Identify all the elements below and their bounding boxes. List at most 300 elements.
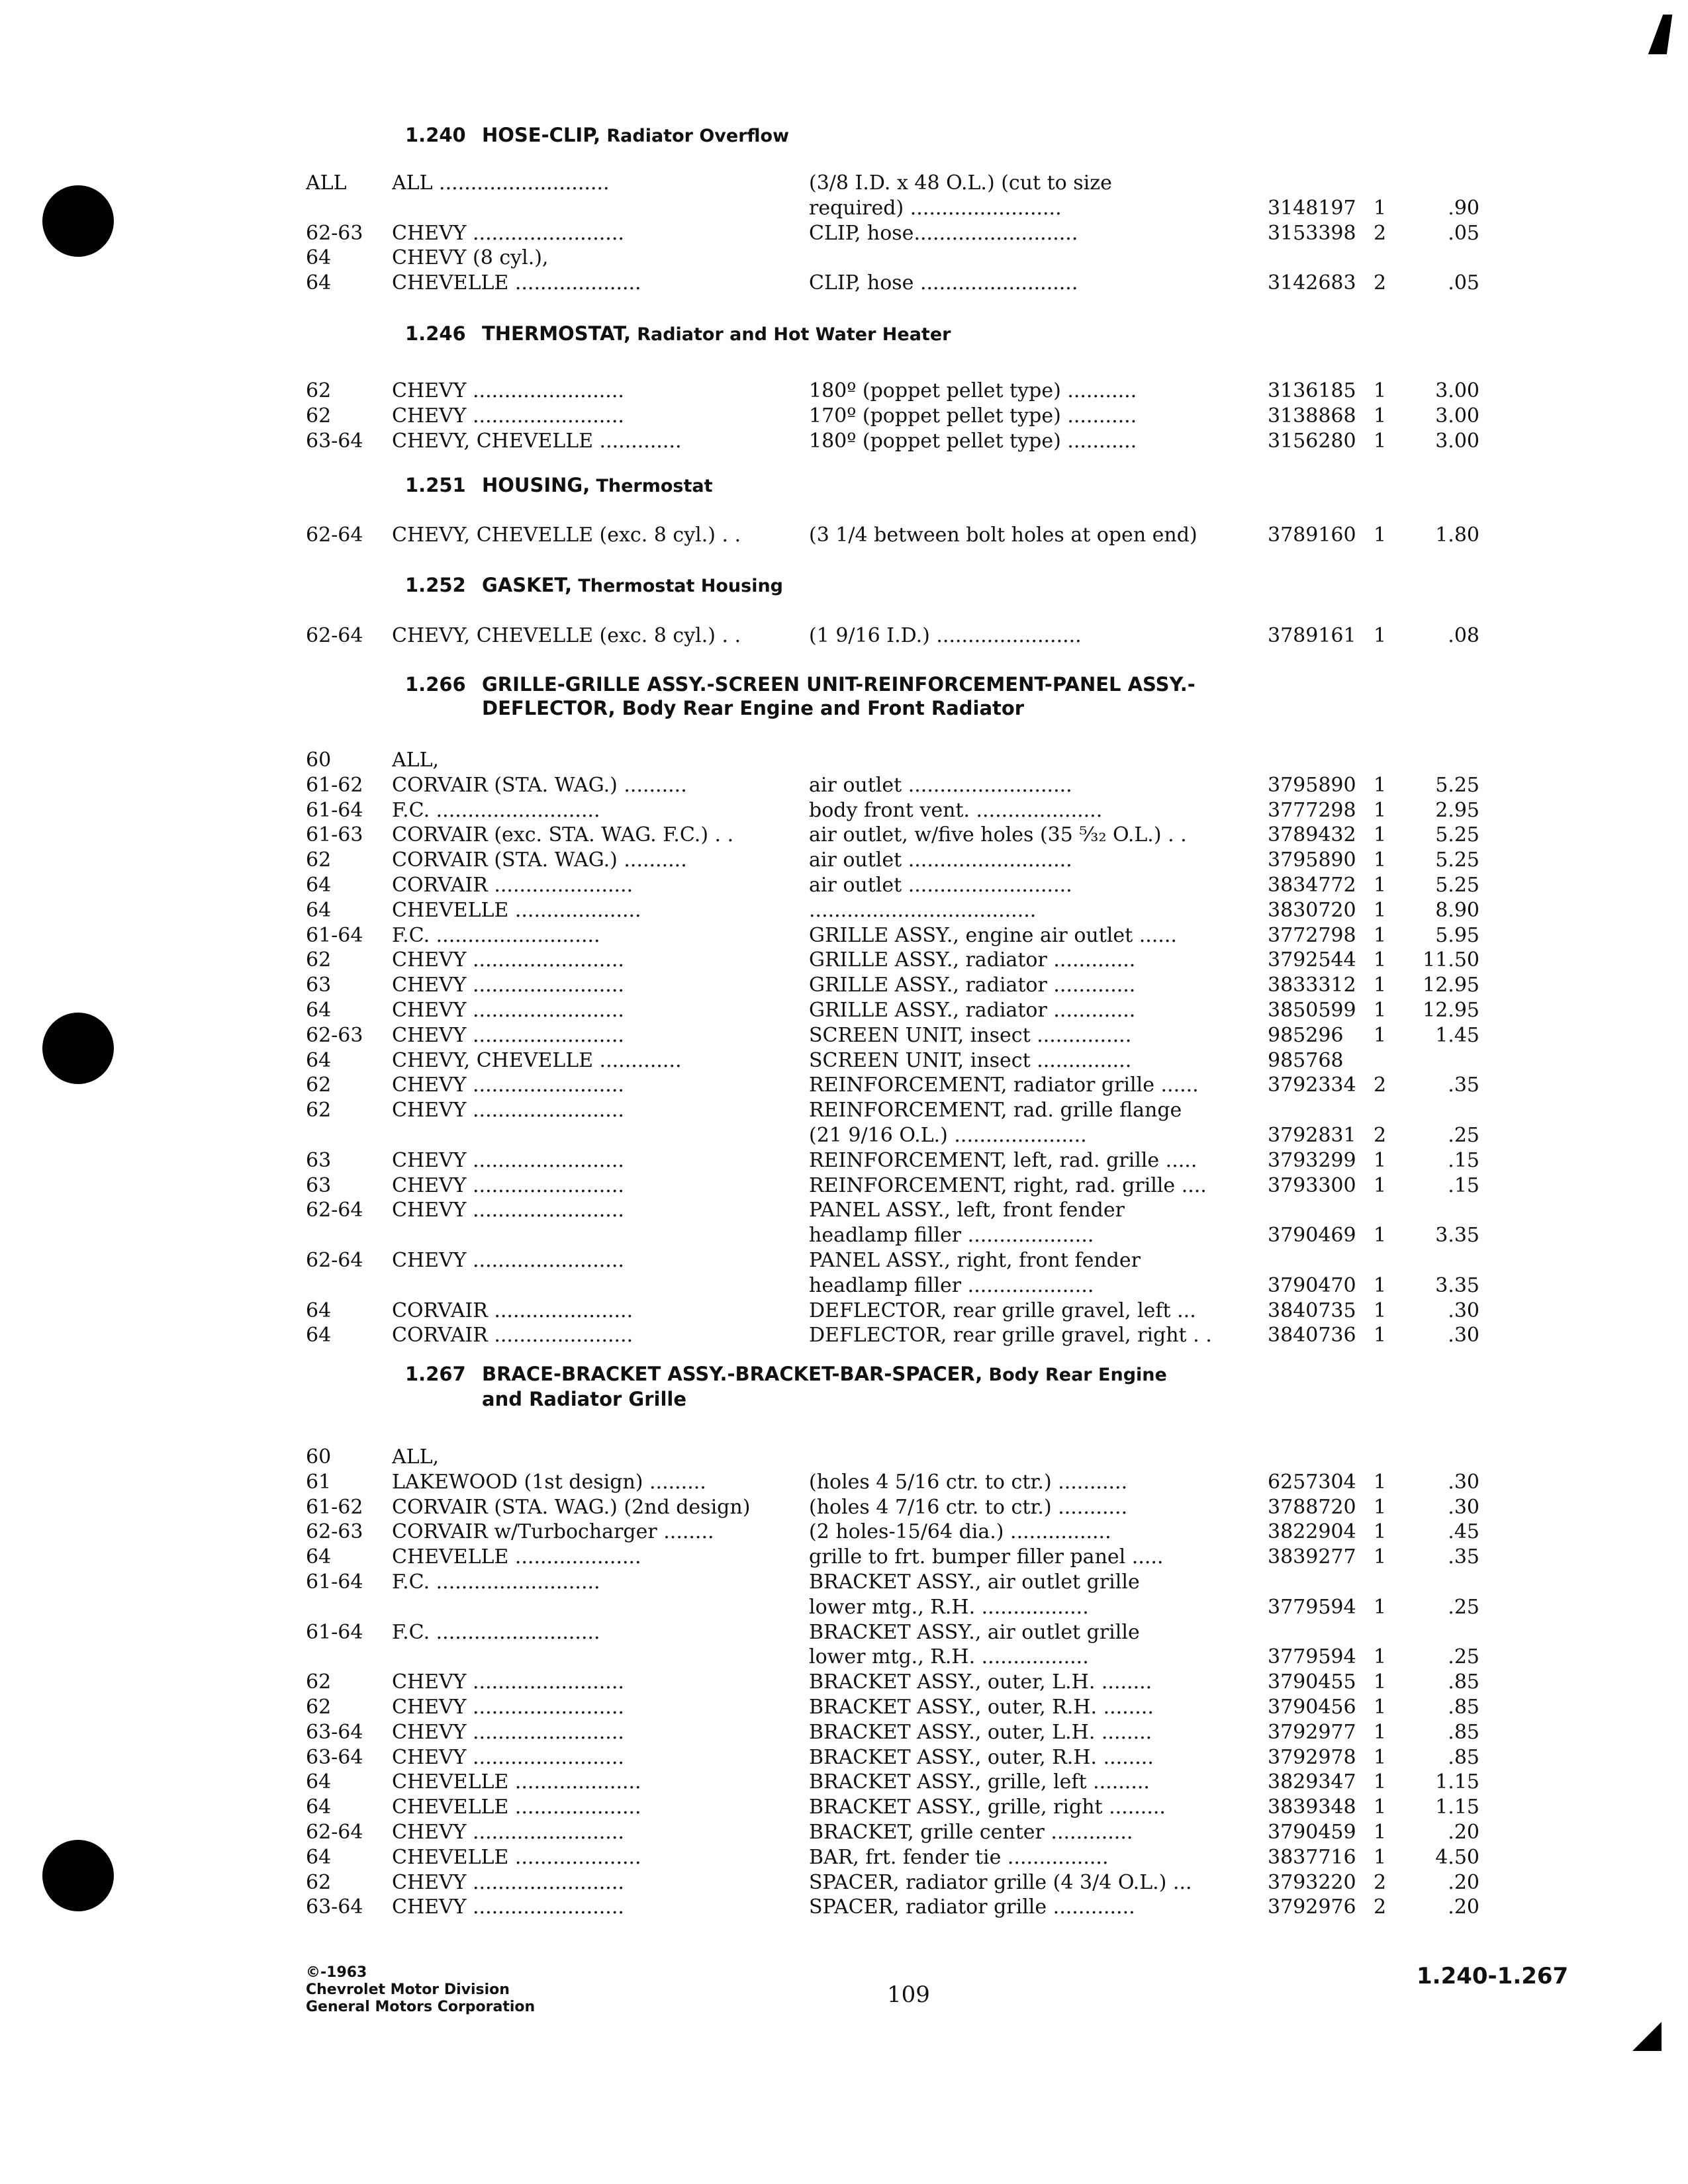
part-description: lower mtg., R.H. .................: [809, 1595, 1089, 1619]
part-number: 3793300: [1268, 1173, 1356, 1197]
quantity: 1: [1374, 1324, 1387, 1347]
price: 11.50: [1423, 948, 1479, 972]
quantity: 2: [1374, 221, 1387, 245]
section-title: THERMOSTAT,: [482, 322, 631, 345]
model-name: CHEVELLE ....................: [392, 898, 641, 922]
part-number: 3790455: [1268, 1670, 1356, 1694]
quantity: 1: [1374, 1645, 1387, 1669]
price: .25: [1448, 1124, 1479, 1147]
model-name: CHEVY, CHEVELLE .............: [392, 1048, 682, 1072]
corner-mark-top: [1648, 15, 1672, 54]
part-row: [0, 1495, 1688, 1520]
part-description: SPACER, radiator grille (4 3/4 O.L.) ...: [809, 1870, 1192, 1894]
section-title: BRACE-BRACKET ASSY.-BRACKET-BAR-SPACER,: [482, 1363, 983, 1385]
part-row: [0, 998, 1688, 1023]
part-row: [0, 379, 1688, 404]
part-description: BRACKET ASSY., air outlet grille: [809, 1570, 1140, 1594]
model-name: CHEVY ........................: [392, 1696, 624, 1719]
model-year: 61-63: [306, 823, 363, 847]
model-year: 62: [306, 404, 332, 428]
part-row: [0, 1895, 1688, 1920]
part-number: 3792544: [1268, 948, 1356, 972]
part-description: (holes 4 5/16 ctr. to ctr.) ...........: [809, 1470, 1128, 1494]
part-number: 6257304: [1268, 1470, 1356, 1494]
part-row: [0, 271, 1688, 296]
part-description: air outlet ..........................: [809, 874, 1072, 897]
part-row: [0, 948, 1688, 973]
part-number: 3138868: [1268, 404, 1356, 428]
section-number: 1.251: [405, 474, 466, 496]
part-description: air outlet ..........................: [809, 848, 1072, 872]
model-year: 62: [306, 1696, 332, 1719]
model-name: CHEVELLE ....................: [392, 1770, 641, 1794]
part-number: 3833312: [1268, 974, 1356, 997]
part-row: [0, 1073, 1688, 1098]
model-name: CHEVY ........................: [392, 1895, 624, 1919]
model-year: 62: [306, 1870, 332, 1894]
model-name: CHEVY, CHEVELLE .............: [392, 429, 682, 453]
price: .25: [1448, 1595, 1479, 1619]
model-year: 61-64: [306, 798, 363, 822]
part-number: 3839277: [1268, 1545, 1356, 1569]
part-number: 3792976: [1268, 1895, 1356, 1919]
part-number: 3789161: [1268, 624, 1356, 647]
model-name: CHEVY ........................: [392, 1670, 624, 1694]
quantity: 2: [1374, 1073, 1387, 1097]
model-name: CHEVY ........................: [392, 1821, 624, 1844]
part-row: [0, 1470, 1688, 1495]
model-year: 62: [306, 848, 332, 872]
model-year: 62-64: [306, 1199, 363, 1222]
model-year: 64: [306, 1845, 332, 1869]
quantity: 1: [1374, 1148, 1387, 1172]
part-row: [0, 196, 1688, 221]
model-name: CHEVY ........................: [392, 1249, 624, 1272]
model-name: CHEVY ........................: [392, 1745, 624, 1769]
quantity: 1: [1374, 1545, 1387, 1569]
section-number: 1.267: [405, 1363, 466, 1385]
model-name: CHEVY ........................: [392, 948, 624, 972]
model-year: 62: [306, 1073, 332, 1097]
section-subtitle: Body Rear Engine: [988, 1365, 1167, 1385]
part-row: [0, 1023, 1688, 1048]
quantity: 1: [1374, 948, 1387, 972]
part-number: 3795890: [1268, 773, 1356, 797]
part-number: 3789432: [1268, 823, 1356, 847]
part-row: [0, 1123, 1688, 1148]
price: .05: [1448, 271, 1479, 295]
quantity: 1: [1374, 874, 1387, 897]
part-row: [0, 798, 1688, 823]
part-row: [0, 1820, 1688, 1845]
model-year: 62-64: [306, 624, 363, 647]
section-subtitle: Radiator and Hot Water Heater: [637, 324, 951, 345]
part-description: DEFLECTOR, rear grille gravel, right . .: [809, 1324, 1212, 1347]
price: .30: [1448, 1298, 1479, 1322]
part-number: 3788720: [1268, 1495, 1356, 1519]
part-number: 985768: [1268, 1048, 1344, 1072]
part-row: [0, 1098, 1688, 1123]
model-year: 64: [306, 874, 332, 897]
part-description: (21 9/16 O.L.) .....................: [809, 1124, 1087, 1147]
price: 1.80: [1435, 523, 1479, 547]
price: .15: [1448, 1173, 1479, 1197]
price: .45: [1448, 1520, 1479, 1544]
part-number: 3790470: [1268, 1273, 1356, 1297]
part-row: [0, 1645, 1688, 1670]
model-year: 63: [306, 1173, 332, 1197]
model-year: 62: [306, 379, 332, 402]
quantity: 1: [1374, 1696, 1387, 1719]
model-year: 63-64: [306, 1720, 363, 1744]
model-year: 64: [306, 246, 332, 270]
section-subtitle: Thermostat: [596, 476, 713, 496]
part-row: [0, 898, 1688, 923]
part-row: [0, 1570, 1688, 1595]
part-row: [0, 973, 1688, 998]
model-year: 64: [306, 1324, 332, 1347]
model-name: F.C. ..........................: [392, 1570, 600, 1594]
part-row: [0, 1595, 1688, 1620]
model-year: 61: [306, 1470, 332, 1494]
part-row: [0, 1273, 1688, 1298]
part-row: [0, 1620, 1688, 1645]
model-name: CORVAIR (exc. STA. WAG. F.C.) . .: [392, 823, 734, 847]
model-year: 61-64: [306, 1570, 363, 1594]
part-description: headlamp filler ....................: [809, 1224, 1094, 1248]
price: 4.50: [1435, 1845, 1479, 1869]
part-number: 3779594: [1268, 1595, 1356, 1619]
part-description: BRACKET ASSY., outer, L.H. ........: [809, 1720, 1152, 1744]
model-name: CHEVY ........................: [392, 1099, 624, 1122]
part-number: 3829347: [1268, 1770, 1356, 1794]
model-year: 64: [306, 1048, 332, 1072]
quantity: 1: [1374, 523, 1387, 547]
model-name: CORVAIR ......................: [392, 874, 633, 897]
part-number: 3792831: [1268, 1124, 1356, 1147]
price: .35: [1448, 1073, 1479, 1097]
part-number: 3830720: [1268, 898, 1356, 922]
part-description: 180º (poppet pellet type) ...........: [809, 379, 1137, 402]
quantity: 1: [1374, 1298, 1387, 1322]
publisher-corp: General Motors Corporation: [306, 1999, 536, 2015]
price: 2.95: [1435, 798, 1479, 822]
model-name: CHEVY ........................: [392, 999, 624, 1022]
publisher-division: Chevrolet Motor Division: [306, 1981, 510, 1998]
quantity: 1: [1374, 404, 1387, 428]
model-name: CHEVY ........................: [392, 1148, 624, 1172]
section-title: GASKET,: [482, 574, 573, 596]
part-row: [0, 823, 1688, 848]
quantity: 2: [1374, 1870, 1387, 1894]
model-year: 63-64: [306, 429, 363, 453]
model-year: 62-64: [306, 523, 363, 547]
part-number: 3779594: [1268, 1645, 1356, 1669]
price: .85: [1448, 1670, 1479, 1694]
section-heading: [405, 1362, 1365, 1411]
part-description: (2 holes-15/64 dia.) ................: [809, 1520, 1111, 1544]
quantity: 1: [1374, 1796, 1387, 1819]
part-number: 3850599: [1268, 999, 1356, 1022]
section-heading: [405, 123, 1365, 148]
price: .85: [1448, 1696, 1479, 1719]
footer-publisher: [306, 1964, 535, 2016]
corner-mark-bottom: [1632, 2022, 1662, 2051]
model-name: ALL,: [392, 1445, 440, 1469]
model-year: 64: [306, 1545, 332, 1569]
section-subtitle: Thermostat Housing: [578, 576, 784, 596]
price: .85: [1448, 1720, 1479, 1744]
part-number: 3156280: [1268, 429, 1356, 453]
part-description: air outlet, w/five holes (35 ⁵⁄₃₂ O.L.) . .: [809, 823, 1187, 847]
quantity: 1: [1374, 1273, 1387, 1297]
part-description: lower mtg., R.H. .................: [809, 1645, 1089, 1669]
model-year: ALL: [306, 171, 347, 195]
part-description: grille to frt. bumper filler panel .....: [809, 1545, 1164, 1569]
part-row: [0, 1720, 1688, 1745]
quantity: 1: [1374, 1495, 1387, 1519]
price: .25: [1448, 1645, 1479, 1669]
part-row: [0, 246, 1688, 271]
model-name: F.C. ..........................: [392, 923, 600, 947]
model-year: 61-64: [306, 923, 363, 947]
part-description: required) ........................: [809, 196, 1062, 220]
part-row: [0, 1545, 1688, 1570]
model-name: CORVAIR ......................: [392, 1298, 633, 1322]
price: .30: [1448, 1495, 1479, 1519]
part-description: BAR, frt. fender tie ................: [809, 1845, 1109, 1869]
part-description: (3 1/4 between bolt holes at open end): [809, 523, 1197, 547]
part-description: GRILLE ASSY., engine air outlet ......: [809, 923, 1177, 947]
section-number: 1.240: [405, 124, 466, 146]
model-name: CHEVY ........................: [392, 974, 624, 997]
part-row: [0, 1298, 1688, 1324]
section-heading: [405, 473, 1365, 498]
quantity: 1: [1374, 196, 1387, 220]
model-year: 62-63: [306, 221, 363, 245]
part-description: BRACKET ASSY., outer, L.H. ........: [809, 1670, 1152, 1694]
model-name: CHEVY ........................: [392, 1720, 624, 1744]
quantity: 1: [1374, 923, 1387, 947]
part-row: [0, 1845, 1688, 1870]
part-description: (3/8 I.D. x 48 O.L.) (cut to size: [809, 171, 1112, 195]
price: 8.90: [1435, 898, 1479, 922]
part-row: [0, 1770, 1688, 1795]
model-name: CORVAIR (STA. WAG.) ..........: [392, 848, 687, 872]
part-number: 3777298: [1268, 798, 1356, 822]
part-row: [0, 1048, 1688, 1073]
quantity: 1: [1374, 773, 1387, 797]
model-year: 64: [306, 1770, 332, 1794]
section-title: HOUSING,: [482, 474, 590, 496]
part-number: 3792978: [1268, 1745, 1356, 1769]
part-number: 3840735: [1268, 1298, 1356, 1322]
quantity: 1: [1374, 848, 1387, 872]
quantity: 1: [1374, 1670, 1387, 1694]
quantity: 1: [1374, 1470, 1387, 1494]
part-description: REINFORCEMENT, radiator grille ......: [809, 1073, 1199, 1097]
part-description: GRILLE ASSY., radiator .............: [809, 999, 1136, 1022]
model-name: CHEVY ........................: [392, 404, 624, 428]
model-name: CHEVY, CHEVELLE (exc. 8 cyl.) . .: [392, 624, 741, 647]
part-number: 985296: [1268, 1023, 1344, 1047]
part-row: [0, 1445, 1688, 1470]
part-row: [0, 1745, 1688, 1770]
quantity: 1: [1374, 898, 1387, 922]
part-row: [0, 1198, 1688, 1223]
quantity: 1: [1374, 1720, 1387, 1744]
quantity: 1: [1374, 823, 1387, 847]
price: 1.45: [1435, 1023, 1479, 1047]
quantity: 2: [1374, 1124, 1387, 1147]
price: 3.35: [1435, 1273, 1479, 1297]
page-number: 109: [887, 1981, 930, 2008]
price: .20: [1448, 1821, 1479, 1844]
section-heading: [405, 672, 1365, 720]
part-number: 3772798: [1268, 923, 1356, 947]
part-description: GRILLE ASSY., radiator .............: [809, 948, 1136, 972]
part-row: [0, 1173, 1688, 1199]
quantity: 1: [1374, 798, 1387, 822]
model-name: CHEVY ........................: [392, 1173, 624, 1197]
part-description: BRACKET ASSY., grille, right .........: [809, 1796, 1166, 1819]
section-number: 1.266: [405, 673, 466, 696]
section-number: 1.246: [405, 322, 466, 345]
part-number: 3153398: [1268, 221, 1356, 245]
quantity: 1: [1374, 379, 1387, 402]
model-name: CHEVELLE ....................: [392, 1796, 641, 1819]
model-year: 62-63: [306, 1520, 363, 1544]
part-description: CLIP, hose .........................: [809, 271, 1078, 295]
model-year: 64: [306, 271, 332, 295]
price: 3.00: [1435, 404, 1479, 428]
model-year: 62: [306, 948, 332, 972]
part-row: [0, 429, 1688, 454]
part-description: REINFORCEMENT, right, rad. grille ....: [809, 1173, 1207, 1197]
price: 1.15: [1435, 1796, 1479, 1819]
part-number: 3840736: [1268, 1324, 1356, 1347]
section-number: 1.252: [405, 574, 466, 596]
model-year: 61-62: [306, 773, 363, 797]
part-number: 3789160: [1268, 523, 1356, 547]
section-title-continued: DEFLECTOR, Body Rear Engine and Front Radiator: [482, 697, 1025, 719]
part-number: 3839348: [1268, 1796, 1356, 1819]
model-name: F.C. ..........................: [392, 1620, 600, 1644]
part-number: 3837716: [1268, 1845, 1356, 1869]
part-description: BRACKET ASSY., outer, R.H. ........: [809, 1745, 1154, 1769]
model-name: CORVAIR ......................: [392, 1324, 633, 1347]
part-number: 3834772: [1268, 874, 1356, 897]
page-range: 1.240-1.267: [1417, 1963, 1569, 1989]
copyright: ©-1963: [306, 1964, 367, 1981]
part-number: 3790456: [1268, 1696, 1356, 1719]
model-year: 62: [306, 1099, 332, 1122]
quantity: 1: [1374, 1023, 1387, 1047]
part-number: 3148197: [1268, 196, 1356, 220]
price: 5.25: [1435, 848, 1479, 872]
price: 12.95: [1423, 999, 1479, 1022]
part-row: [0, 1223, 1688, 1248]
price: 3.00: [1435, 379, 1479, 402]
part-row: [0, 1695, 1688, 1720]
part-number: 3790459: [1268, 1821, 1356, 1844]
model-name: CHEVELLE ....................: [392, 1845, 641, 1869]
model-year: 61-62: [306, 1495, 363, 1519]
model-name: CHEVY ........................: [392, 1023, 624, 1047]
part-number: 3795890: [1268, 848, 1356, 872]
quantity: 1: [1374, 1224, 1387, 1248]
model-year: 62-64: [306, 1821, 363, 1844]
part-number: 3793220: [1268, 1870, 1356, 1894]
part-description: DEFLECTOR, rear grille gravel, left ...: [809, 1298, 1196, 1322]
part-description: headlamp filler ....................: [809, 1273, 1094, 1297]
model-year: 64: [306, 898, 332, 922]
quantity: 1: [1374, 1770, 1387, 1794]
part-description: (holes 4 7/16 ctr. to ctr.) ...........: [809, 1495, 1128, 1519]
quantity: 1: [1374, 624, 1387, 647]
part-description: CLIP, hose..........................: [809, 221, 1078, 245]
model-name: CHEVELLE ....................: [392, 271, 641, 295]
model-year: 63: [306, 1148, 332, 1172]
price: .90: [1448, 196, 1479, 220]
part-number: 3822904: [1268, 1520, 1356, 1544]
price: 5.25: [1435, 773, 1479, 797]
quantity: 1: [1374, 1595, 1387, 1619]
section-subtitle: Radiator Overflow: [606, 126, 790, 146]
part-description: PANEL ASSY., left, front fender: [809, 1199, 1125, 1222]
model-name: CHEVY, CHEVELLE (exc. 8 cyl.) . .: [392, 523, 741, 547]
quantity: 1: [1374, 429, 1387, 453]
section-heading: [405, 322, 1365, 347]
part-description: REINFORCEMENT, left, rad. grille .....: [809, 1148, 1197, 1172]
part-description: (1 9/16 I.D.) .......................: [809, 624, 1082, 647]
model-name: CHEVY (8 cyl.),: [392, 246, 549, 270]
model-year: 62-63: [306, 1023, 363, 1047]
part-number: 3793299: [1268, 1148, 1356, 1172]
part-description: BRACKET, grille center .............: [809, 1821, 1133, 1844]
quantity: 1: [1374, 1821, 1387, 1844]
part-description: SCREEN UNIT, insect ...............: [809, 1023, 1132, 1047]
price: .30: [1448, 1470, 1479, 1494]
model-name: CHEVY ........................: [392, 221, 624, 245]
part-row: [0, 748, 1688, 773]
model-year: 62-64: [306, 1249, 363, 1272]
model-year: 63-64: [306, 1745, 363, 1769]
quantity: 1: [1374, 1745, 1387, 1769]
model-year: 60: [306, 1445, 332, 1469]
part-row: [0, 1248, 1688, 1273]
quantity: 2: [1374, 271, 1387, 295]
part-description: air outlet ..........................: [809, 773, 1072, 797]
part-description: BRACKET ASSY., outer, R.H. ........: [809, 1696, 1154, 1719]
part-description: ....................................: [809, 898, 1037, 922]
price: .15: [1448, 1148, 1479, 1172]
model-name: CHEVY ........................: [392, 1199, 624, 1222]
part-row: [0, 404, 1688, 429]
price: .05: [1448, 221, 1479, 245]
price: 5.25: [1435, 823, 1479, 847]
part-row: [0, 848, 1688, 873]
part-row: [0, 623, 1688, 649]
model-name: CHEVY ........................: [392, 1870, 624, 1894]
model-year: 64: [306, 1298, 332, 1322]
part-row: [0, 171, 1688, 196]
part-row: [0, 523, 1688, 548]
part-description: 180º (poppet pellet type) ...........: [809, 429, 1137, 453]
model-name: ALL ...........................: [392, 171, 610, 195]
price: .20: [1448, 1870, 1479, 1894]
model-name: CHEVELLE ....................: [392, 1545, 641, 1569]
